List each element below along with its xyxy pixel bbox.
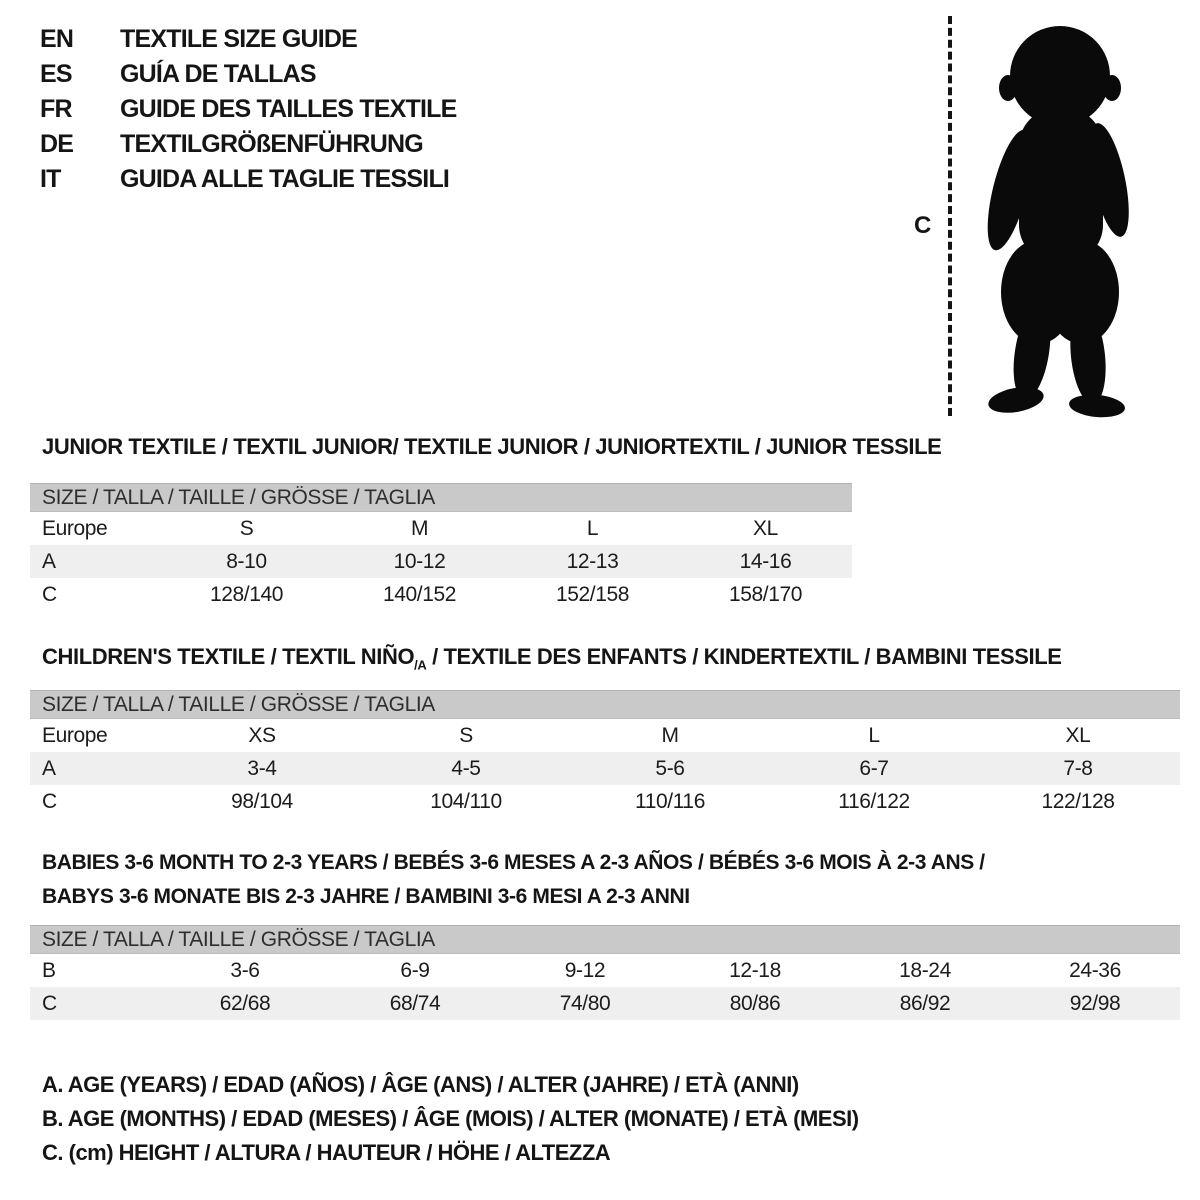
table-cell: S (459, 723, 473, 747)
row-label: B (42, 958, 56, 982)
table-cell: XL (1065, 723, 1091, 747)
language-code: DE (40, 130, 74, 158)
row-label: Europe (42, 516, 108, 540)
baby-silhouette-icon (960, 12, 1150, 420)
junior-section-title: JUNIOR TEXTILE / TEXTIL JUNIOR/ TEXTILE JUNIOR / JUNIORTEXTIL / JUNIOR TESSILE (42, 434, 942, 459)
table-cell: 3-4 (247, 756, 277, 780)
table-cell: XS (248, 723, 276, 747)
table-row (30, 512, 852, 545)
language-row-en (40, 22, 457, 57)
table-cell: M (410, 516, 429, 540)
language-row-es (40, 57, 457, 92)
babies-section-title (42, 846, 985, 914)
table-cell: 14-16 (739, 549, 792, 573)
junior-size-table (30, 483, 852, 611)
table-cell: 5-6 (655, 756, 685, 780)
height-measure-dashed-line (948, 16, 952, 416)
children-title-pre: CHILDREN'S TEXTILE / TEXTIL NIÑO (42, 644, 415, 669)
legend-line-c: C. (cm) HEIGHT / ALTURA / HAUTEUR / HÖHE / ALTEZZA (42, 1140, 611, 1165)
row-label: Europe (42, 723, 108, 747)
language-code: ES (40, 60, 72, 88)
table-cell: 122/128 (1041, 789, 1115, 813)
row-label: A (42, 549, 56, 573)
babies-title-line1: BABIES 3-6 MONTH TO 2-3 YEARS / BEBÉS 3-6 MESES A 2-3 AÑOS / BÉBÉS 3-6 MOIS À 2-3 ANS / (42, 851, 985, 874)
language-row-fr (40, 92, 457, 127)
table-cell: 3-6 (230, 958, 260, 982)
table-cell: XL (753, 516, 778, 540)
children-title-sub: /A (414, 657, 427, 673)
table-cell: 4-5 (451, 756, 481, 780)
size-header-bar: SIZE / TALLA / TAILLE / GRÖSSE / TAGLIA (30, 483, 852, 512)
table-cell: 6-7 (859, 756, 889, 780)
table-cell: 110/116 (635, 789, 705, 813)
table-cell: 12-18 (729, 958, 781, 982)
size-header-bar: SIZE / TALLA / TAILLE / GRÖSSE / TAGLIA (30, 690, 1180, 719)
table-cell: 62/68 (219, 991, 271, 1015)
table-cell: 74/80 (559, 991, 611, 1015)
language-code: FR (40, 95, 72, 123)
legend-line-b: B. AGE (MONTHS) / EDAD (MESES) / ÂGE (MOIS) / ALTER (MONATE) / ETÀ (MESI) (42, 1106, 859, 1131)
table-cell: 12-13 (566, 549, 619, 573)
table-cell: 158/170 (728, 582, 803, 606)
height-measure-label: C (914, 212, 932, 239)
row-label: C (42, 582, 57, 606)
table-cell: 24-36 (1069, 958, 1121, 982)
children-title-post: / TEXTILE DES ENFANTS / KINDERTEXTIL / BAMBINI TESSILE (426, 644, 1062, 669)
table-cell: 68/74 (389, 991, 441, 1015)
table-cell: 10-12 (393, 549, 446, 573)
table-cell: 140/152 (382, 582, 457, 606)
children-size-table (30, 690, 1180, 818)
table-row (30, 954, 1180, 987)
table-row (30, 785, 1180, 818)
table-cell: 6-9 (400, 958, 430, 982)
measurement-legend (42, 1068, 859, 1170)
legend-line-a: A. AGE (YEARS) / EDAD (AÑOS) / ÂGE (ANS) / ALTER (JAHRE) / ETÀ (ANNI) (42, 1072, 799, 1097)
table-cell: 18-24 (899, 958, 951, 982)
language-title: TEXTILGRÖßENFÜHRUNG (120, 130, 423, 158)
table-row (30, 545, 852, 578)
language-title-list (40, 22, 457, 197)
table-cell: 116/122 (838, 789, 910, 813)
row-label: C (42, 991, 57, 1015)
table-row (30, 987, 1180, 1020)
babies-title-line2: BABYS 3-6 MONATE BIS 2-3 JAHRE / BAMBINI 3-6 MESI A 2-3 ANNI (42, 885, 690, 908)
row-label: A (42, 756, 56, 780)
children-section-title (42, 644, 1062, 672)
table-cell: 152/158 (555, 582, 630, 606)
table-cell: 98/104 (231, 789, 293, 813)
table-cell: 104/110 (430, 789, 502, 813)
language-row-it (40, 162, 457, 197)
babies-size-table (30, 925, 1180, 1020)
table-cell: 80/86 (729, 991, 781, 1015)
table-cell: 7-8 (1063, 756, 1093, 780)
table-cell: 8-10 (226, 549, 267, 573)
language-title: GUIDA ALLE TAGLIE TESSILI (120, 165, 450, 193)
table-cell: 92/98 (1069, 991, 1121, 1015)
language-row-de (40, 127, 457, 162)
table-cell: S (239, 516, 254, 540)
language-title: GUÍA DE TALLAS (120, 60, 316, 88)
language-title: GUIDE DES TAILLES TEXTILE (120, 95, 457, 123)
table-cell: L (868, 723, 880, 747)
language-code: IT (40, 165, 61, 193)
table-cell: 9-12 (564, 958, 606, 982)
table-row (30, 752, 1180, 785)
language-title: TEXTILE SIZE GUIDE (120, 25, 358, 53)
table-row (30, 578, 852, 611)
table-cell: L (586, 516, 599, 540)
language-code: EN (40, 25, 74, 53)
row-label: C (42, 789, 57, 813)
size-header-bar: SIZE / TALLA / TAILLE / GRÖSSE / TAGLIA (30, 925, 1180, 954)
table-cell: 86/92 (899, 991, 951, 1015)
table-cell: M (661, 723, 679, 747)
table-row (30, 719, 1180, 752)
table-cell: 128/140 (209, 582, 284, 606)
